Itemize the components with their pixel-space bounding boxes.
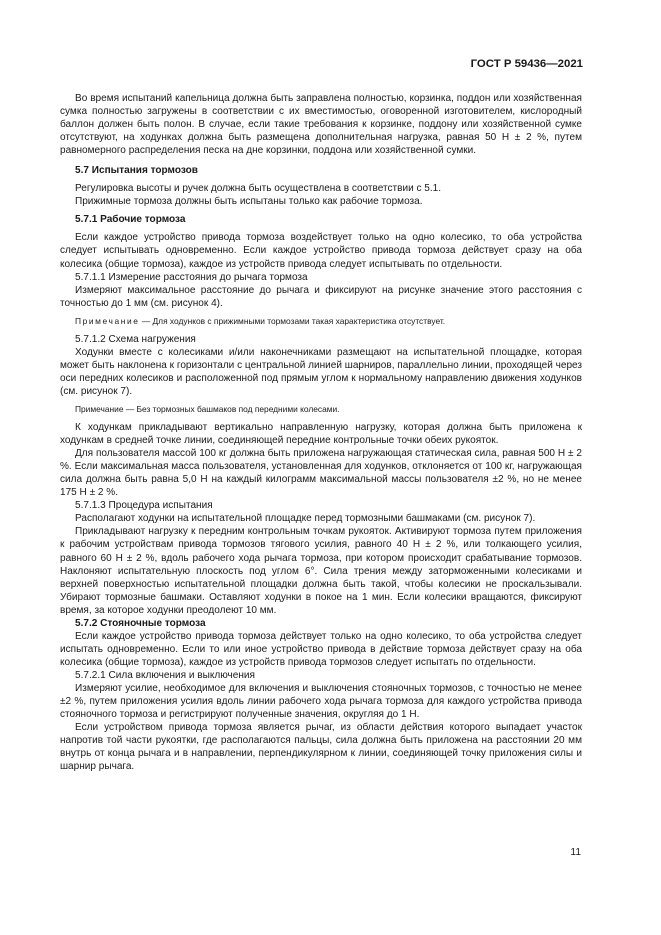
- paragraph: К ходункам прикладывают вертикально направленную нагрузку, которая должна быть приложена к ходункам в средней точке линии, соединяющей передние контрольные точки обеих рукояток.: [60, 422, 582, 447]
- paragraph: Если каждое устройство привода тормоза действует только на одно колесико, то оба устройства следует испытать одновременно. Если то или иное устройство привода в действие тормоза действует сразу на оба колесика (общие тормоза), каждое из устройств привода тормозов следует испытать по отдельности.: [60, 630, 582, 668]
- paragraph: Прижимные тормоза должны быть испытаны только как рабочие тормоза.: [75, 196, 423, 208]
- paragraph: Ходунки вместе с колесиками и/или наконечниками размещают на испытательной площадке, которая может быть наклонена к горизонтали с центральной линией шарниров, параллельно линии, проходящей через оси передних колесиков и расположенной под прямым углом к нормальному направлению движения ходунков (см. рисунок 7).: [60, 346, 582, 397]
- section-heading-5-7: 5.7 Испытания тормозов: [75, 165, 198, 177]
- note-text: — Без тормозных башмаков под передними колесами.: [123, 403, 340, 414]
- document-id-header: ГОСТ Р 59436—2021: [470, 58, 583, 70]
- subsection-heading-5-7-1-2: 5.7.1.2 Схема нагружения: [75, 333, 196, 345]
- paragraph: Если устройством привода тормоза является рычаг, из области действия которого выпадает участок напротив той части рукоятки, где располагаются пальцы, сила должна быть приложена на расстоянии 20 мм внутрь от конца рычага и в направлении, перпендикулярном к линии, соединяющей точку приложения силы и шарнир рычага.: [60, 722, 582, 773]
- paragraph: Прикладывают нагрузку к передним контрольным точкам рукояток. Активируют тормоза путем приложения к рабочим устройствам привода тормозов тягового усилия, равного 40 Н ± 2 %, или толкающего усилия, равного 60 Н ± 2 %, вдоль рабочего хода рычага тормоза, при котором происходит срабатывание тормозов. Наклоняют испытательную плоскость под углом 6°. Сила трения между заторможенными колесиками и верхней поверхностью испытательной площадки должна быть такой, чтобы колесики не проскальзывали. Убирают тормозные башмаки. Оставляют ходунки в покое на 1 мин. Если колесики вращаются, фиксируют время, за которое ходунки преодолеют 10 мм.: [60, 526, 582, 616]
- note-label: Примечание: [75, 315, 140, 326]
- subsection-heading-5-7-1-1: 5.7.1.1 Измерение расстояния до рычага тормоза: [75, 271, 308, 283]
- page-number: 11: [570, 847, 581, 858]
- paragraph: Для пользователя массой 100 кг должна быть приложена нагружающая статическая сила, равная 500 Н ± 2 %. Если максимальная масса пользователя, установленная для ходунков, отклоняется от 100 кг, нагружающая сила должна быть равна 5,0 Н на каждый килограмм максимальной массы пользователя ±2 %, но не менее 175 Н ± 2 %.: [60, 448, 582, 499]
- paragraph: Регулировка высоты и ручек должна быть осуществлена в соответствии с 5.1.: [75, 183, 442, 195]
- paragraph: Располагают ходунки на испытательной площадке перед тормозными башмаками (см. рисунок 7).: [75, 513, 536, 525]
- paragraph: Если каждое устройство привода тормоза воздействует только на одно колесико, то оба устройства следует испытывать одновременно. Если каждое устройство привода тормоза действует сразу на оба колесика (общие тормоза), каждое из устройств привода следует испытывать по отдельности.: [60, 232, 582, 270]
- paragraph: Во время испытаний капельница должна быть заправлена полностью, корзинка, поддон или хозяйственная сумка полностью загружены в соответствии с их вместимостью, оговоренной изготовителем, кислородный баллон должен быть полон. В случае, если такие требования к корзинке, поддону или хозяйственной сумке отсутствуют, на ходунках должна быть размещена дополнительная нагрузка, равная 50 Н ± 2 %, путем равномерного распределения песка на дне корзинки, поддона или хозяйственной сумки.: [60, 93, 582, 157]
- subsection-heading-5-7-1-3: 5.7.1.3 Процедура испытания: [75, 500, 213, 512]
- note: [60, 403, 582, 416]
- paragraph: Измеряют усилие, необходимое для включения и выключения стояночных тормозов, с точностью не менее ±2 %, путем приложения усилия вдоль линии рабочего хода рычага тормоза для каждого устройства привода стояночного тормоза и регистрируют полученные значения, округляя до 1 Н.: [60, 682, 582, 721]
- note-label: Примечание: [75, 403, 124, 414]
- paragraph: Измеряют максимальное расстояние до рычага и фиксируют на рисунке значение этого расстояния с точностью до 1 мм (см. рисунок 4).: [60, 284, 582, 309]
- subsection-heading-5-7-2-1: 5.7.2.1 Сила включения и выключения: [75, 669, 255, 681]
- document-body: [60, 92, 582, 773]
- section-heading-5-7-1: 5.7.1 Рабочие тормоза: [75, 214, 186, 226]
- note-text: — Для ходунков с прижимными тормозами такая характеристика отсутствует.: [139, 315, 446, 326]
- note: [60, 315, 582, 328]
- section-heading-5-7-2: 5.7.2 Стояночные тормоза: [75, 617, 206, 629]
